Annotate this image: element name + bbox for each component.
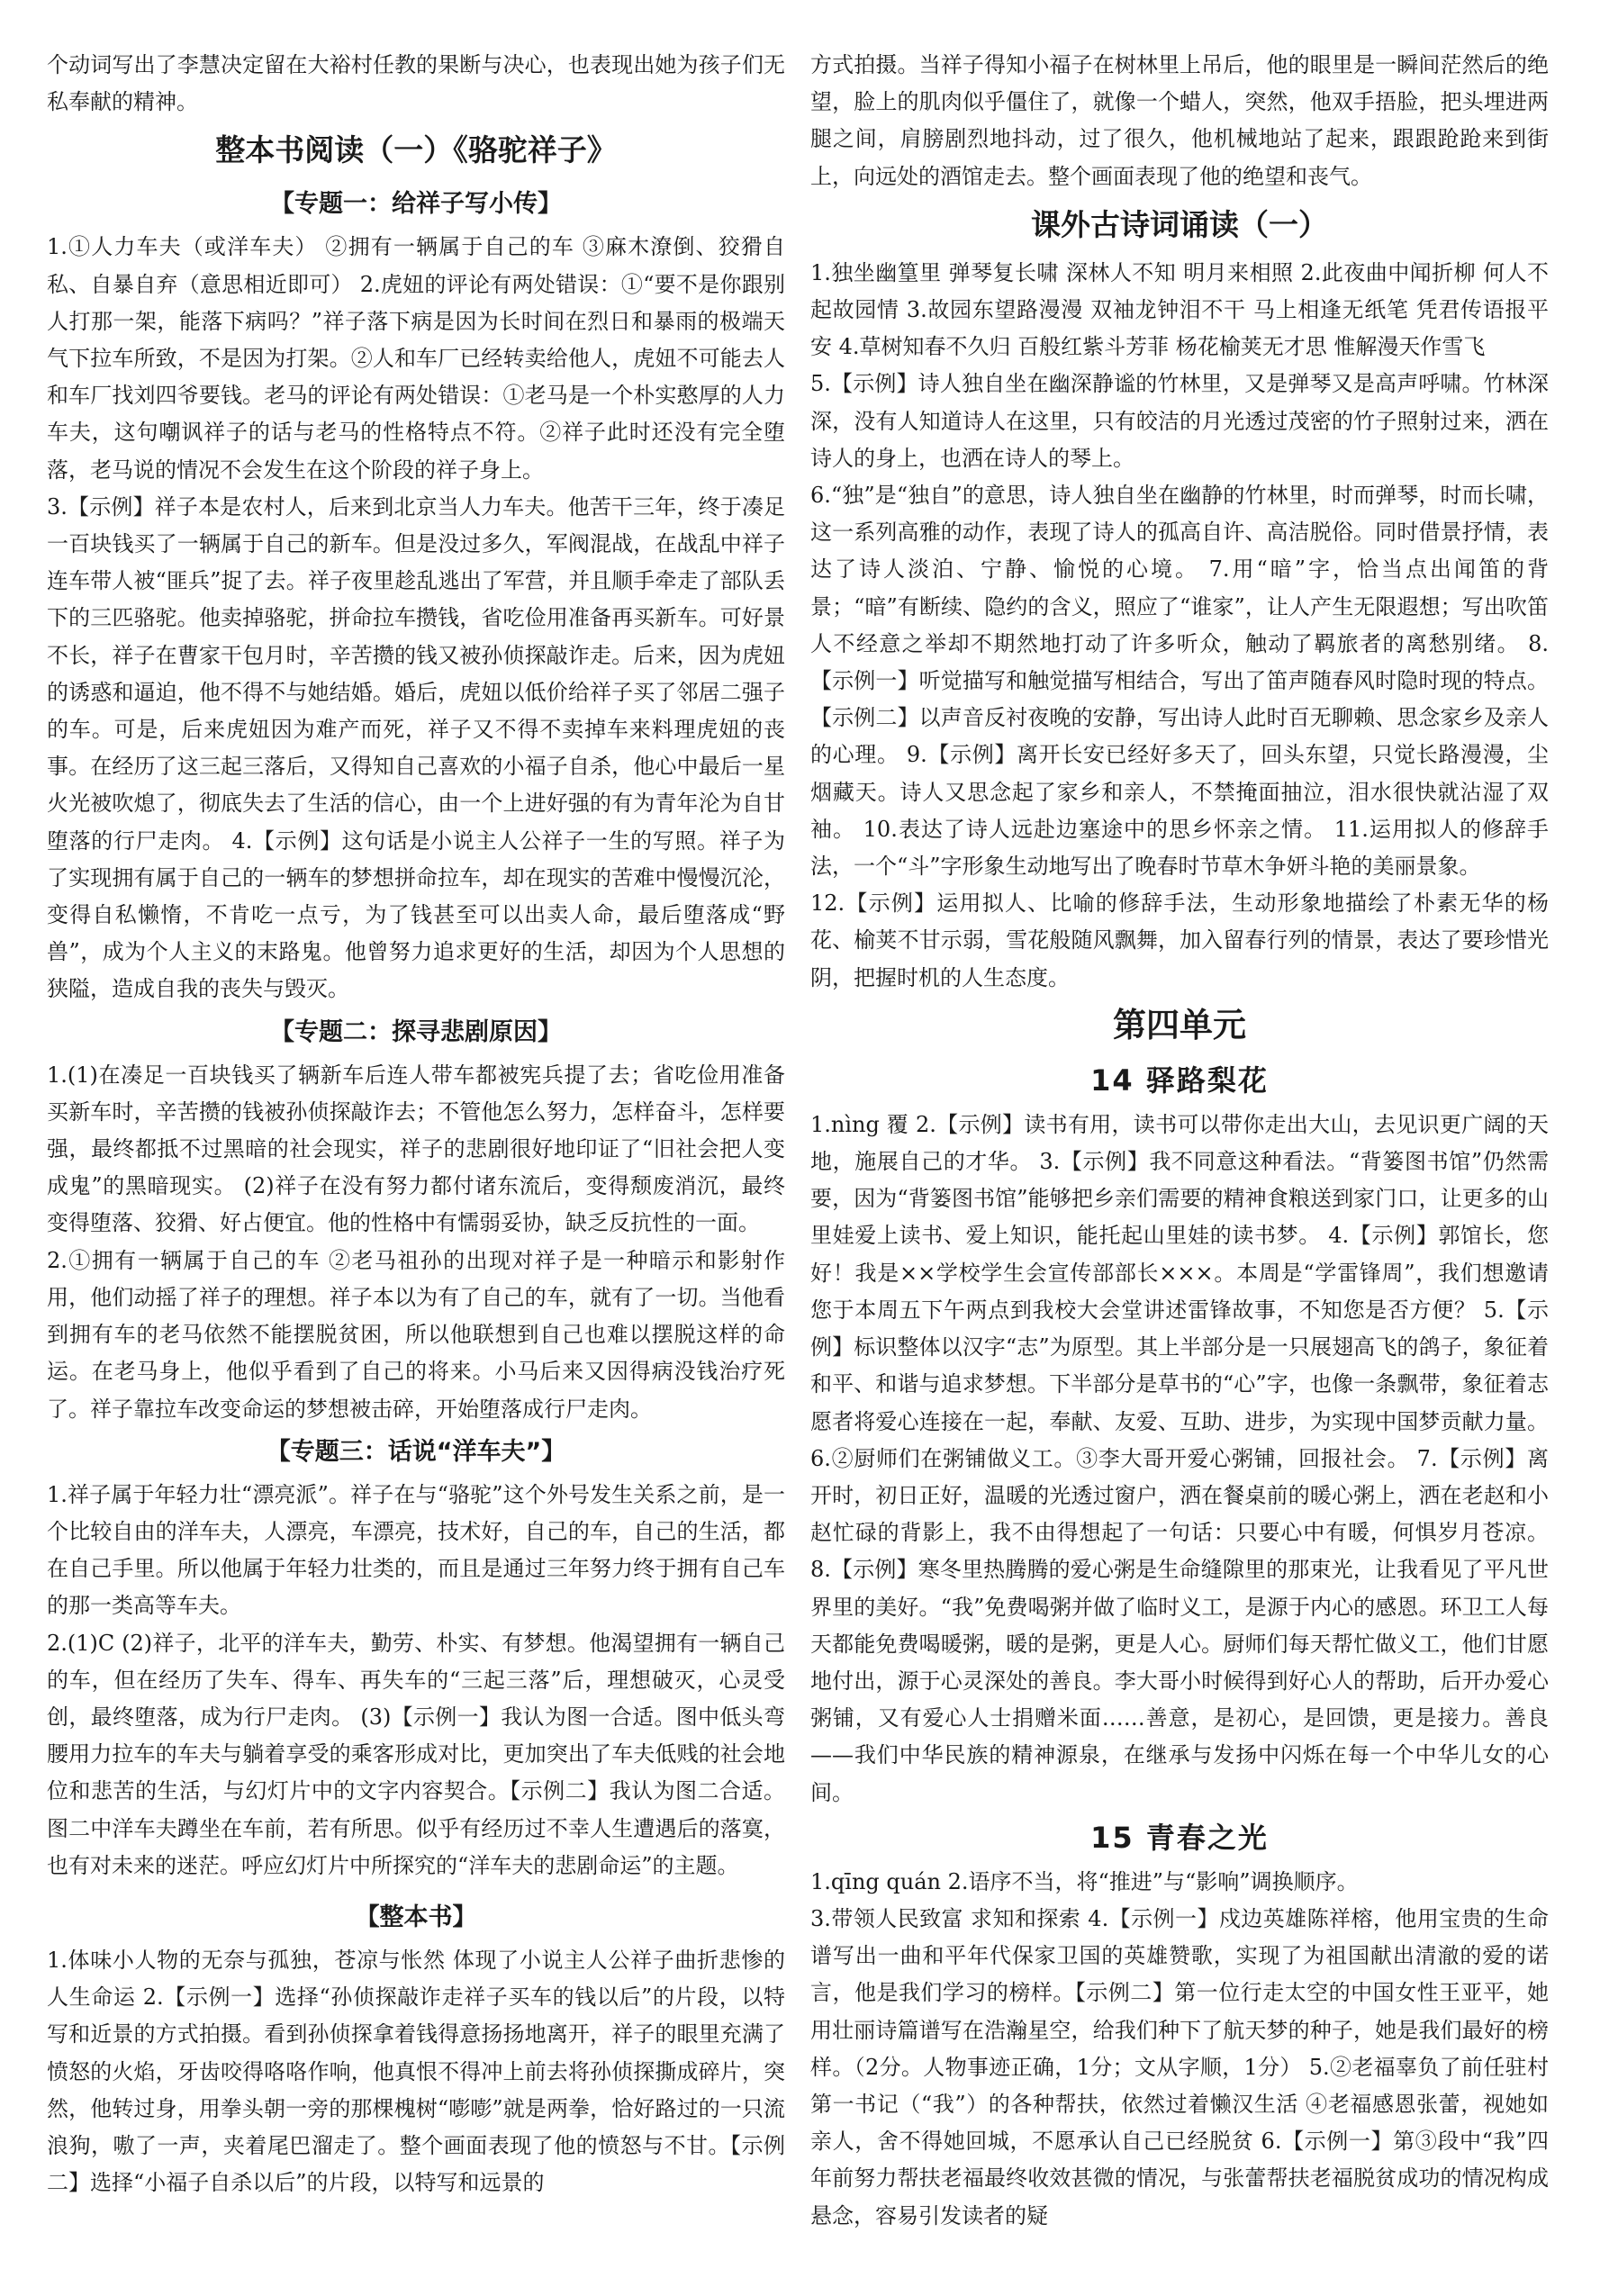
lesson15-answer-1: 1.qīng quán 2.语序不当，将“推进”与“影响”调换顺序。 — [810, 1868, 1359, 1894]
poetry-heading: 课外古诗词诵读（一） — [1031, 206, 1328, 242]
continued-paragraph: 方式拍摄。当祥子得知小福子在树林里上吊后，他的眼里是一瞬间茫然后的绝望，脸上的肌肉似乎僵住了，就像一个蜡人，突然，他双手捂脸，把头埋进两腿之间，肩膀剧烈地抖动，过了很久，他机械地站了起来，跟跟跄跄来到街上，向远处的酒馆走去。整个画面表现了他的绝望和丧气。 — [810, 52, 1549, 189]
poetry-answer-4: 12.【示例】运用拟人、比喻的修辞手法，生动形象地描绘了朴素无华的杨花、榆荚不甘示弱，雪花般随风飘舞，加入留春行列的情景，表达了要珍惜光阴，把握时机的人生态度。 — [810, 890, 1549, 990]
intro-paragraph: 个动词写出了李慧决定留在大裕村任教的果断与决心，也表现出她为孩子们无私奉献的精神。 — [47, 52, 785, 115]
whole-book-answer: 1.体味小人物的无奈与孤独，苍凉与怅然 体现了小说主人公祥子曲折悲惨的人生命运 2.【示例一】选择“孙侦探敲诈走祥子买车的钱以后”的片段，以特写和近景的方式拍摄。看到孙侦探拿着钱得意扬扬地离开，祥子的眼里充满了愤怒的火焰，牙齿咬得咯咯作响，他真恨不得冲上前去将孙侦探撕成碎片，突然，他转过身，用拳头朝一旁的那棵槐树“嘭嘭”就是两拳，恰好路过的一只流浪狗，嗷了一声，夹着尾巴溜走了。整个画面表现了他的愤怒与不甘。【示例二】选择“小福子自杀以后”的片段，以特写和远景的 — [47, 1947, 785, 2196]
book-title: 整本书阅读（一）《骆驼祥子》 — [215, 132, 617, 168]
topic2-answer-1: 1.(1)在凑足一百块钱买了辆新车后连人带车都被宪兵提了去；省吃俭用准备买新车时，辛苦攒的钱被孙侦探敲诈去；不管他怎么努力，怎样奋斗，怎样要强，最终都抵不过黑暗的社会现实，祥子的悲剧很好地印证了“旧社会把人变成鬼”的黑暗现实。 (2)祥子在没有努力都付诸东流后，变得颓废消沉，最终变得堕落、狡猾、好占便宜。他的性格中有懦弱妥协，缺乏反抗性的一面。 — [47, 1062, 785, 1236]
right-column — [810, 47, 1549, 2235]
left-column — [47, 47, 785, 2201]
whole-book-heading: 【整本书】 — [355, 1903, 477, 1931]
topic2-answer-2: 2.①拥有一辆属于自己的车 ②老马祖孙的出现对祥子是一种暗示和影射作用，他们动摇了祥子的理想。祥子本以为有了自己的车，就有了一切。当他看到拥有车的老马依然不能摆脱贫困，所以他联想到自己也难以摆脱这样的命运。在老马身上，他似乎看到了自己的将来。小马后来又因得病没钱治疗死了。祥子靠拉车改变命运的梦想被击碎，开始堕落成行尸走肉。 — [47, 1247, 785, 1422]
topic3-heading: 【专题三：话说“洋车夫”】 — [266, 1437, 566, 1466]
section-gap — [47, 1885, 785, 1894]
poetry-answer-3: 6.“独”是“独自”的意思，诗人独自坐在幽静的竹林里，时而弹琴，时而长啸，这一系列高雅的动作，表现了诗人的孤高自许、高洁脱俗。同时借景抒情，表达了诗人淡泊、宁静、愉悦的心境。 7.用“暗”字，恰当点出闻笛的背景；“暗”有断续、隐约的含义，照应了“谁家”，让人产生无限遐想；写出吹笛人不经意之举却不期然地打动了许多听众，触动了羁旅者的离愁别绪。 8.【示例一】听觉描写和触觉描写相结合，写出了笛声随春风时隐时现的特点。【示例二】以声音反衬夜晚的安静，写出诗人此时百无聊赖、思念家乡及亲人的心理。 9.【示例】离开长安已经好多天了，回头东望，只觉长路漫漫，尘烟藏天。诗人又思念起了家乡和亲人，不禁掩面抽泣，泪水很快就沾湿了双袖。 10.表达了诗人远赴边塞途中的思乡怀亲之情。 11.运用拟人的修辞手法，一个“斗”字形象生动地写出了晚春时节草木争妍斗艳的美丽景象。 — [810, 483, 1549, 880]
topic3-answer-1: 1.祥子属于年轻力壮“漂亮派”。祥子在与“骆驼”这个外号发生关系之前，是一个比较自由的洋车夫，人漂亮，车漂亮，技术好，自己的车，自己的生活，都在自己手里。所以他属于年轻力壮类的，而且是通过三年努力终于拥有自己车的那一类高等车夫。 — [47, 1481, 785, 1619]
poetry-answer-1: 1.独坐幽篁里 弹琴复长啸 深林人不知 明月来相照 2.此夜曲中闻折柳 何人不起故园情 3.故园东望路漫漫 双袖龙钟泪不干 马上相逢无纸笔 凭君传语报平安 4.草树知春不久归 百般红紫斗芳菲 杨花榆荚无才思 惟解漫天作雪飞 — [810, 259, 1549, 360]
lesson14-title: 14 驿路梨花 — [1090, 1062, 1269, 1098]
unit-heading: 第四单元 — [1113, 1005, 1246, 1044]
topic2-heading: 【专题二：探寻悲剧原因】 — [270, 1017, 562, 1046]
lesson14-answers: 1.nìng 覆 2.【示例】读书有用，读书可以带你走出大山，去见识更广阔的天地，施展自己的才华。 3.【示例】我不同意这种看法。“背篓图书馆”仍然需要，因为“背篓图书馆”能够把乡亲们需要的精神食粮送到家门口，让更多的山里娃爱上读书、爱上知识，能托起山里娃的读书梦。 4.【示例】郭馆长，您好！我是××学校学生会宣传部部长×××。本周是“学雷锋周”，我们想邀请您于本周五下午两点到我校大会堂讲述雷锋故事，不知您是否方便？ 5.【示例】标识整体以汉字“志”为原型。其上半部分是一只展翅高飞的鸽子，象征着和平、和谐与追求梦想。下半部分是草书的“心”字，也像一条飘带，象征着志愿者将爱心连接在一起，奉献、友爱、互助、进步，为实现中国梦贡献力量。 6.②厨师们在粥铺做义工。③李大哥开爱心粥铺，回报社会。 7.【示例】离开时，初日正好，温暖的光透过窗户，洒在餐桌前的暖心粥上，洒在老赵和小赵忙碌的背影上，我不由得想起了一句话：只要心中有暖，何惧岁月苍凉。 8.【示例】寒冬里热腾腾的爱心粥是生命缝隙里的那束光，让我看见了平凡世界里的美好。“我”免费喝粥并做了临时义工，是源于内心的感恩。环卫工人每天都能免费喝暖粥，暖的是粥，更是人心。厨师们每天帮忙做义工，他们甘愿地付出，源于心灵深处的善良。李大哥小时候得到好心人的帮助，后开办爱心粥铺，又有爱心人士捐赠米面……善意，是初心，是回馈，更是接力。善良——我们中华民族的精神源泉，在继承与发扬中闪烁在每一个中华儿女的心间。 — [810, 1111, 1549, 1805]
topic1-heading: 【专题一：给祥子写小传】 — [270, 190, 562, 219]
topic3-answer-2: 2.(1)C (2)祥子，北平的洋车夫，勤劳、朴实、有梦想。他渴望拥有一辆自己的车，但在经历了失车、得车、再失车的“三起三落”后，理想破灭，心灵受创，最终堕落，成为行尸走肉。 (3)【示例一】我认为图一合适。图中低头弯腰用力拉车的车夫与躺着享受的乘客形成对比，更加突出了车夫低贱的社会地位和悲苦的生活，与幻灯片中的文字内容契合。【示例二】我认为图二合适。图二中洋车夫蹲坐在车前，若有所思。似乎有经历过不幸人生遭遇后的落寞，也有对未来的迷茫。呼应幻灯片中所探究的“洋车夫的悲剧命运”的主题。 — [47, 1630, 785, 1878]
lesson15-answer-2: 3.带领人民致富 求知和探索 4.【示例一】戍边英雄陈祥榕，他用宝贵的生命谱写出一曲和平年代保家卫国的英雄赞歌，实现了为祖国献出清澈的爱的诺言，他是我们学习的榜样。【示例二】第一位行走太空的中国女性王亚平，她用壮丽诗篇谱写在浩瀚星空，给我们种下了航天梦的种子，她是我们最好的榜样。（2分。人物事迹正确，1分；文从字顺，1分） 5.②老福辜负了前任驻村第一书记（“我”）的各种帮扶，依然过着懒汉生活 ④老福感恩张蕾，视她如亲人，舍不得她回城，不愿承认自己已经脱贫 6.【示例一】第③段中“我”四年前努力帮扶老福最终收效甚微的情况，与张蕾帮扶老福脱贫成功的情况构成悬念，容易引发读者的疑 — [810, 1905, 1549, 2228]
poetry-answer-2: 5.【示例】诗人独自坐在幽深静谧的竹林里，又是弹琴又是高声呼啸。竹林深深，没有人知道诗人在这里，只有皎洁的月光透过茂密的竹子照射过来，洒在诗人的身上，也洒在诗人的琴上。 — [810, 371, 1549, 471]
topic1-answer-2: 3.【示例】祥子本是农村人，后来到北京当人力车夫。他苦干三年，终于凑足一百块钱买了一辆属于自己的新车。但是没过多久，军阀混战，在战乱中祥子连车带人被“匪兵”捉了去。祥子夜里趁乱逃出了军营，并且顺手牵走了部队丢下的三匹骆驼。他卖掉骆驼，拼命拉车攒钱，省吃俭用准备再买新车。可好景不长，祥子在曹家干包月时，辛苦攒的钱又被孙侦探敲诈走。后来，因为虎妞的诱惑和逼迫，他不得不与她结婚。婚后，虎妞以低价给祥子买了邻居二强子的车。可是，后来虎妞因为难产而死，祥子又不得不卖掉车来料理虎妞的丧事。在经历了这三起三落后，又得知自己喜欢的小福子自杀，他心中最后一星火光被吹熄了，彻底失去了生活的信心，由一个上进好强的有为青年沦为自甘堕落的行尸走肉。 4.【示例】这句话是小说主人公祥子一生的写照。祥子为了实现拥有属于自己的一辆车的梦想拼命拉车，却在现实的苦难中慢慢沉沦，变得自私懒惰，不肯吃一点亏，为了钱甚至可以出卖人命，最后堕落成“野兽”，成为个人主义的末路鬼。他曾努力追求更好的生活，却因为个人思想的狭隘，造成自我的丧失与毁灭。 — [47, 493, 785, 1002]
lesson15-title: 15 青春之光 — [1090, 1820, 1269, 1855]
topic1-answer-1: 1.①人力车夫（或洋车夫） ②拥有一辆属于自己的车 ③麻木潦倒、狡猾自私、自暴自弃（意思相近即可） 2.虎妞的评论有两处错误：①“要不是你跟别人打那一架，能落下病吗？”祥子落下病是因为长时间在烈日和暴雨的极端天气下拉车所致，不是因为打架。②人和车厂已经转卖给他人，虎妞不可能去人和车厂找刘四爷要钱。老马的评论有两处错误：①老马是一个朴实憨厚的人力车夫，这句嘲讽祥子的话与老马的性格特点不符。②祥子此时还没有完全堕落，老马说的情况不会发生在这个阶段的祥子身上。 — [47, 234, 785, 483]
